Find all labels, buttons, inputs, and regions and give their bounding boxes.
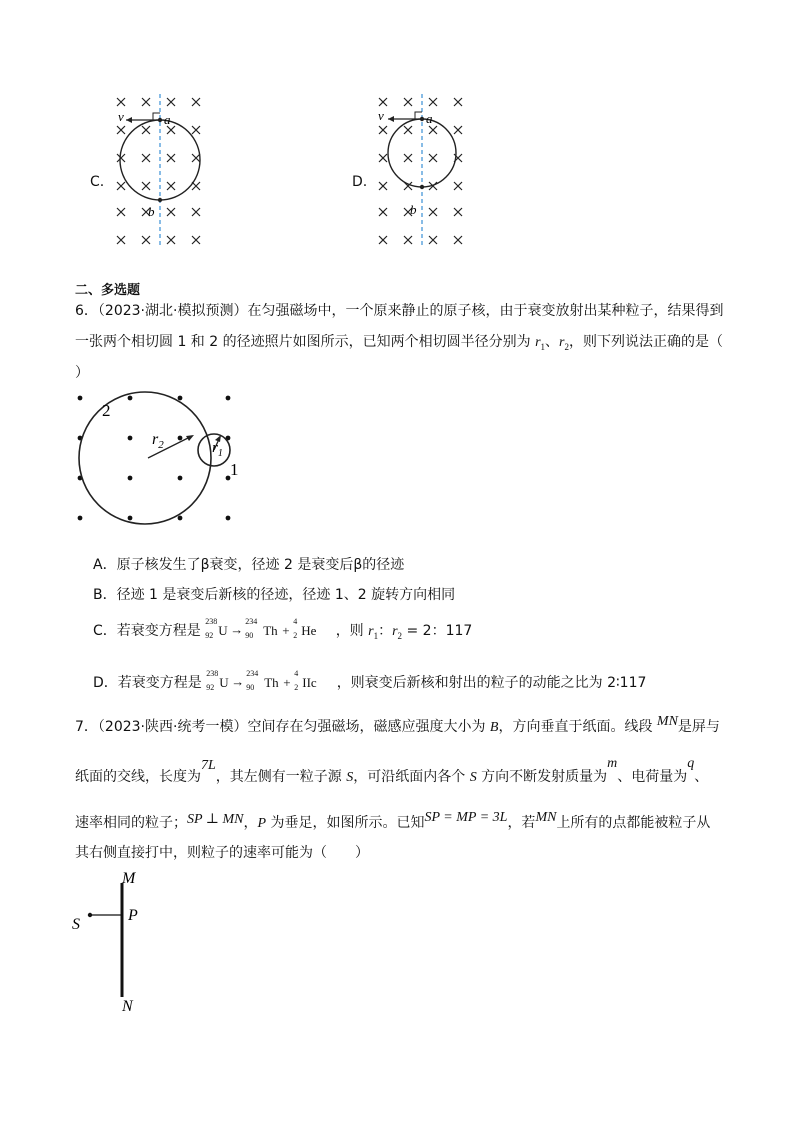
cross-mark <box>454 236 462 244</box>
q7-text: 空间存在匀强磁场，磁感应强度大小为 <box>247 719 490 735</box>
eq-num: 238 <box>206 669 219 678</box>
cross-mark <box>379 126 387 134</box>
label-b: b <box>410 202 417 217</box>
eq-num: 4 <box>293 617 298 626</box>
option-c-ratio: = 2：117 <box>402 623 473 639</box>
cross-mark <box>404 98 412 106</box>
source-S <box>88 913 92 917</box>
label-a: a <box>164 112 171 127</box>
eq-num: 2 <box>294 683 299 692</box>
q7-text: 为垂足，如图所示。已知 <box>266 815 425 831</box>
cross-mark <box>117 154 125 162</box>
cross-mark <box>192 236 200 244</box>
cross-mark <box>404 154 412 162</box>
q5-diagram-c <box>108 90 218 250</box>
label-r1: $r_1$ <box>212 440 223 459</box>
label-P: P <box>128 907 138 924</box>
q6-stem-line3: ） <box>75 365 89 381</box>
label-r2: $r_2$ <box>152 431 164 451</box>
label-1: 1 <box>230 460 239 479</box>
cross-mark <box>142 182 150 190</box>
cross-mark <box>142 98 150 106</box>
cross-mark <box>379 154 387 162</box>
cross-mark <box>379 236 387 244</box>
eq-num: 234 <box>246 669 259 678</box>
q7-line3 <box>75 812 710 832</box>
symbol-MN: MN <box>656 714 678 729</box>
decay-equation-d <box>206 669 332 693</box>
q7-figure <box>70 865 170 1015</box>
q7-text: ，方向垂直于纸面。线段 <box>498 719 657 735</box>
eq-num: 90 <box>245 631 254 640</box>
cross-mark <box>167 208 175 216</box>
cross-mark <box>404 236 412 244</box>
cross-mark <box>167 126 175 134</box>
eq-num: 92 <box>206 683 215 692</box>
cross-mark <box>379 208 387 216</box>
field-dot <box>178 436 183 441</box>
cross-mark <box>192 208 200 216</box>
eq-num: 92 <box>205 631 214 640</box>
section-title: 二、多选题 <box>75 283 141 298</box>
q7-text: ，其左侧有一粒子源 <box>215 769 347 785</box>
q7-text: ，若 <box>507 815 536 831</box>
cross-mark <box>192 98 200 106</box>
cross-mark <box>379 182 387 190</box>
symbol-S: S <box>346 770 354 785</box>
cross-mark <box>454 98 462 106</box>
cross-mark <box>429 208 437 216</box>
symbol-7L: 7L <box>201 758 216 773</box>
eq-num: 90 <box>246 683 255 692</box>
cross-mark <box>167 236 175 244</box>
r2-sub: 2 <box>397 630 403 641</box>
label-2: 2 <box>102 401 111 420</box>
option-d-text: ，则衰变后新核和射出的粒子的动能之比为 2∶117 <box>336 675 647 691</box>
q7-text: 方向不断发射质量为 <box>476 769 608 785</box>
q6-source: （2023·湖北·模拟预测） <box>97 303 248 319</box>
field-dot <box>78 516 83 521</box>
q6-option-c[interactable] <box>93 617 473 641</box>
q6-stem-text: 一张两个相切圆 1 和 2 的径迹照片如图所示，已知两个相切圆半径分别为 <box>75 334 536 350</box>
eq-plus: + <box>282 623 290 638</box>
cross-mark <box>167 98 175 106</box>
r1-symbol: r <box>535 335 541 350</box>
r1-symbol: r <box>368 624 374 639</box>
cross-mark <box>117 126 125 134</box>
option-c-label: C. <box>90 174 105 190</box>
q7-text: 速率相同的粒子； <box>75 815 187 831</box>
q6-stem-text: ，则下列说法正确的是（ <box>568 334 723 350</box>
q7-text: 、 <box>694 769 709 785</box>
field-dot <box>128 516 133 521</box>
colon: ： <box>378 623 393 639</box>
field-dot <box>128 476 133 481</box>
q7-number: 7． <box>75 719 98 735</box>
q7-text: ， <box>243 815 258 831</box>
r2-symbol: r <box>392 624 398 639</box>
eq-symbol: Th <box>263 623 278 638</box>
label-M: M <box>122 870 136 887</box>
symbol-MN: MN <box>535 810 557 825</box>
cross-mark <box>117 208 125 216</box>
label-N: N <box>122 998 133 1015</box>
eq-num: 234 <box>245 617 258 626</box>
field-dot <box>128 396 133 401</box>
label-b: b <box>148 204 155 219</box>
cross-mark <box>117 182 125 190</box>
symbol-q: q <box>687 756 695 771</box>
r2-symbol: r <box>559 335 565 350</box>
cross-mark <box>429 154 437 162</box>
q6-stem-line2 <box>75 331 723 352</box>
eq-num: 2 <box>293 631 298 640</box>
field-dot <box>226 516 231 521</box>
option-c-prefix: C．若衰变方程是 <box>93 623 201 639</box>
label-v: v <box>378 108 384 123</box>
formula-SP: SP = MP = 3L <box>424 810 508 825</box>
cross-mark <box>454 182 462 190</box>
cross-mark <box>429 98 437 106</box>
cross-mark <box>117 98 125 106</box>
cross-mark <box>454 208 462 216</box>
q7-text: 纸面的交线，长度为 <box>75 769 201 785</box>
cross-mark <box>192 126 200 134</box>
symbol-P: P <box>257 816 267 831</box>
eq-symbol: U <box>219 675 229 690</box>
option-d-label: D. <box>352 174 368 190</box>
q6-stem-text: 在匀强磁场中，一个原来静止的原子核，由于衰变放射出某种粒子，结果得到 <box>247 303 724 319</box>
q6-option-b[interactable]: B．径迹 1 是衰变后新核的径迹，径迹 1、2 旋转方向相同 <box>93 587 456 603</box>
option-d-prefix: D．若衰变方程是 <box>93 675 202 691</box>
field-dot <box>226 396 231 401</box>
eq-symbol: U <box>218 623 228 638</box>
q7-source: （2023·陕西·统考一模） <box>97 719 248 735</box>
q5-diagram-d <box>370 90 480 250</box>
cross-mark <box>454 126 462 134</box>
eq-arrow: → <box>231 674 245 689</box>
q7-line1 <box>75 716 720 736</box>
field-dot <box>178 516 183 521</box>
cross-mark <box>429 126 437 134</box>
q7-text: 上所有的点都能被粒子从 <box>556 815 711 831</box>
q6-option-a[interactable]: A．原子核发生了β衰变，径迹 2 是衰变后β的径迹 <box>93 557 405 573</box>
cross-mark <box>429 236 437 244</box>
field-dot <box>178 476 183 481</box>
q6-stem-line1 <box>75 300 723 320</box>
field-dot <box>128 436 133 441</box>
cross-mark <box>117 236 125 244</box>
decay-equation-c <box>205 617 331 641</box>
cross-mark <box>192 154 200 162</box>
track-circle-2 <box>79 392 211 524</box>
eq-arrow: → <box>230 622 244 637</box>
field-dot <box>78 396 83 401</box>
cross-mark <box>142 236 150 244</box>
q7-text: 是屏与 <box>677 719 720 735</box>
eq-symbol: He <box>301 623 317 638</box>
q7-text: 、电荷量为 <box>617 769 688 785</box>
q6-figure <box>70 390 250 530</box>
field-dot <box>178 396 183 401</box>
symbol-m: m <box>607 756 618 771</box>
cross-mark <box>379 98 387 106</box>
option-c-text: ，则 <box>335 623 369 639</box>
formula-perp: SP ⊥ MN <box>187 812 244 827</box>
eq-num: 238 <box>205 617 218 626</box>
cross-mark <box>404 126 412 134</box>
cross-mark <box>142 126 150 134</box>
dot-grid <box>78 396 231 521</box>
symbol-S: S <box>469 770 477 785</box>
r1-sub: 1 <box>373 630 379 641</box>
r2-sub: 2 <box>564 341 569 352</box>
cross-mark <box>142 154 150 162</box>
eq-symbol: Th <box>264 675 279 690</box>
r1-sub: 1 <box>540 341 546 352</box>
eq-plus: + <box>283 675 291 690</box>
q7-line2 <box>75 756 709 786</box>
separator: 、 <box>545 334 560 350</box>
eq-symbol: IIc <box>302 675 317 690</box>
label-v: v <box>118 109 124 124</box>
cross-mark <box>167 154 175 162</box>
label-S: S <box>72 916 80 933</box>
eq-num: 4 <box>294 669 299 678</box>
q6-option-d[interactable] <box>93 669 647 693</box>
symbol-B: B <box>489 720 499 735</box>
q7-line4: 其右侧直接打中，则粒子的速率可能为（ ） <box>75 845 369 861</box>
q6-number: 6． <box>75 303 98 319</box>
cross-mark <box>167 182 175 190</box>
q7-text: ，可沿纸面内各个 <box>353 769 470 785</box>
label-a: a <box>426 111 433 126</box>
